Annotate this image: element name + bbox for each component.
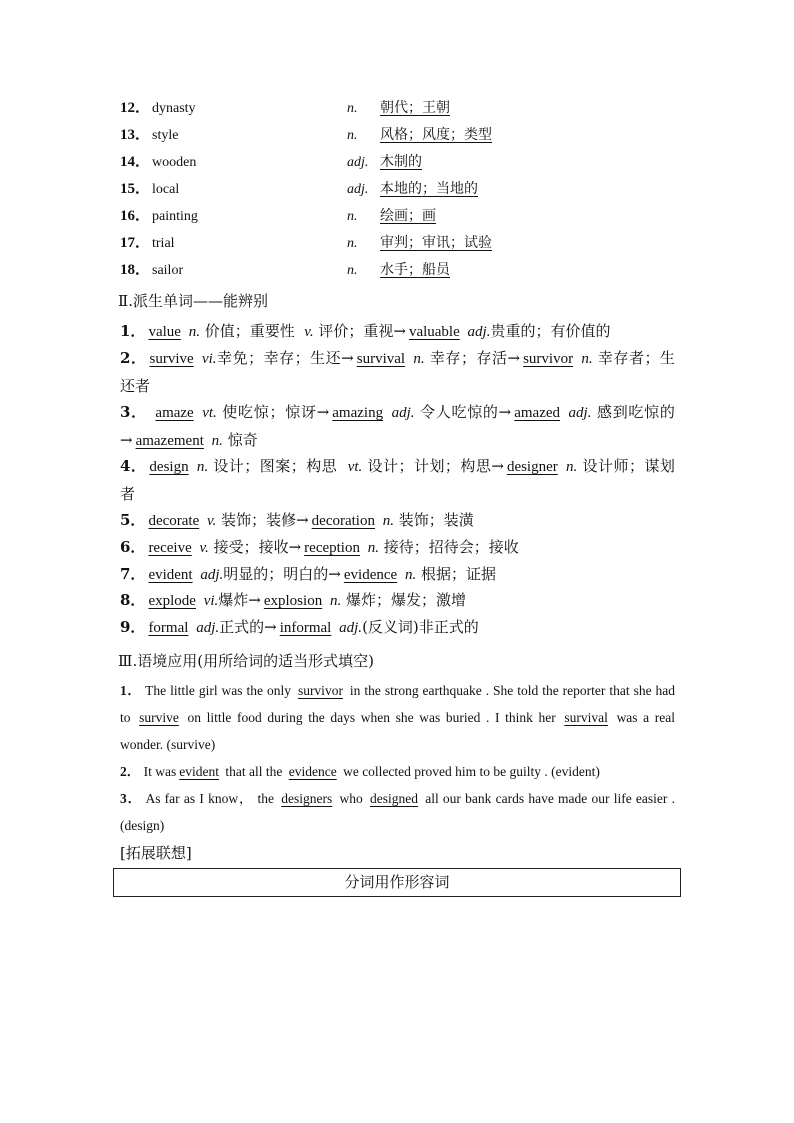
answer-blank: decoration bbox=[311, 513, 375, 529]
answer-blank: evident bbox=[179, 764, 219, 779]
definition: 幸存；存活→ bbox=[429, 349, 521, 367]
vocab-meaning: 朝代；王朝 bbox=[380, 100, 450, 116]
definition: 接受；接收→ bbox=[213, 538, 302, 556]
vocab-word: local bbox=[152, 182, 180, 197]
extension-label: [拓展联想] bbox=[120, 844, 192, 862]
vocab-number: 18． bbox=[120, 262, 151, 278]
definition: 设计；计划；构思→ bbox=[367, 457, 504, 475]
part-of-speech: n. bbox=[367, 540, 380, 556]
vocab-row bbox=[120, 177, 478, 199]
vocab-word: painting bbox=[152, 209, 198, 224]
vocab-row bbox=[120, 96, 450, 118]
vocab-pos: adj. bbox=[347, 155, 369, 170]
part-of-speech: n. bbox=[413, 351, 425, 367]
answer-blank: explode bbox=[148, 593, 196, 609]
item-number: 8． bbox=[120, 591, 146, 609]
item-number: 5． bbox=[120, 511, 146, 529]
vocab-number: 14． bbox=[120, 154, 151, 170]
part-of-speech: n. bbox=[581, 351, 593, 367]
answer-blank: informal bbox=[279, 620, 332, 636]
definition: 设计师；谋划者 bbox=[120, 457, 675, 503]
answer-blank: valuable bbox=[408, 324, 460, 340]
sentence-text: It was bbox=[143, 764, 177, 779]
item-number: 1． bbox=[120, 322, 146, 340]
part-of-speech: n. bbox=[196, 459, 209, 475]
definition: 感到吃惊的→ bbox=[120, 403, 675, 449]
part-of-speech: v. bbox=[304, 324, 314, 340]
definition: 设计；图案；构思 bbox=[213, 457, 338, 475]
answer-blank: survival bbox=[564, 710, 608, 725]
vocab-meaning: 绘画；画 bbox=[380, 208, 436, 224]
vocab-word: trial bbox=[152, 236, 175, 251]
part-of-speech: v. bbox=[207, 513, 217, 529]
definition: 惊奇 bbox=[227, 431, 258, 449]
part-of-speech: adj. bbox=[196, 620, 220, 636]
sentence-text: on little food during the days when she was buried . I think her bbox=[187, 710, 556, 725]
part-of-speech: n. bbox=[329, 593, 342, 609]
vocab-meaning: 水手；船员 bbox=[380, 262, 450, 278]
definition: 装饰；装修→ bbox=[221, 511, 309, 529]
definition: 评价；重视→ bbox=[318, 322, 406, 340]
part-of-speech: vi. bbox=[201, 351, 217, 367]
part-of-speech: v. bbox=[199, 540, 209, 556]
vocab-number: 12． bbox=[120, 100, 151, 116]
definition: 价值；重要性 bbox=[204, 322, 295, 340]
answer-blank: designers bbox=[281, 791, 333, 806]
answer-blank: survivor bbox=[297, 683, 343, 698]
derive-item bbox=[120, 587, 675, 615]
part-of-speech: n. bbox=[566, 459, 578, 475]
item-number: 9． bbox=[120, 618, 146, 636]
part-of-speech: vt. bbox=[347, 459, 363, 475]
answer-blank: survival bbox=[356, 351, 406, 367]
sentence-text: was a real wonder. (survive) bbox=[120, 710, 676, 752]
vocab-number: 15． bbox=[120, 181, 151, 197]
definition: 正式的→ bbox=[219, 618, 277, 636]
boxed-title bbox=[113, 868, 681, 897]
answer-blank: amazing bbox=[332, 405, 384, 421]
answer-blank: evidence bbox=[343, 567, 398, 583]
part-of-speech: adj. bbox=[339, 620, 363, 636]
answer-blank: designed bbox=[369, 791, 418, 806]
answer-blank: survivor bbox=[523, 351, 574, 367]
item-number: 2． bbox=[120, 764, 141, 779]
vocab-meaning: 木制的 bbox=[380, 154, 422, 170]
part-of-speech: adj. bbox=[200, 567, 224, 583]
answer-blank: receive bbox=[148, 540, 192, 556]
vocab-word: sailor bbox=[152, 263, 184, 278]
vocab-meaning: 本地的；当地的 bbox=[380, 181, 478, 197]
vocab-pos: n. bbox=[347, 101, 358, 116]
vocab-pos: n. bbox=[347, 263, 358, 278]
answer-blank: designer bbox=[506, 459, 558, 475]
section-heading-derivatives: Ⅱ.派生单词——能辨别 bbox=[118, 292, 268, 310]
part-of-speech: adj. bbox=[391, 405, 415, 421]
part-of-speech: n. bbox=[188, 324, 200, 340]
derive-item bbox=[120, 345, 675, 400]
part-of-speech: vi. bbox=[203, 593, 219, 609]
vocab-pos: adj. bbox=[347, 182, 369, 197]
vocab-row bbox=[120, 204, 436, 226]
definition: 根据；证据 bbox=[421, 565, 497, 583]
vocab-word: wooden bbox=[152, 155, 197, 170]
answer-blank: explosion bbox=[263, 593, 323, 609]
sentence-text: all our bank cards have made our life easier . (design) bbox=[120, 791, 676, 833]
vocab-row bbox=[120, 258, 450, 280]
vocab-word: style bbox=[152, 128, 179, 143]
definition: 装饰；装潢 bbox=[398, 511, 474, 529]
derive-item bbox=[120, 399, 675, 455]
answer-blank: survive bbox=[139, 710, 179, 725]
answer-blank: evident bbox=[148, 567, 193, 583]
part-of-speech: n. bbox=[382, 513, 395, 529]
derive-item bbox=[120, 614, 675, 642]
item-number: 6． bbox=[120, 538, 146, 556]
definition: 幸免；幸存；生还→ bbox=[216, 349, 354, 367]
part-of-speech: adj. bbox=[568, 405, 592, 421]
section-heading-context: Ⅲ.语境应用(用所给词的适当形式填空) bbox=[118, 652, 374, 670]
vocab-pos: n. bbox=[347, 236, 358, 251]
part-of-speech: adj. bbox=[467, 324, 491, 340]
vocab-pos: n. bbox=[347, 128, 358, 143]
vocab-meaning: 审判；审讯；试验 bbox=[380, 235, 492, 251]
item-number: 1． bbox=[120, 683, 142, 698]
vocab-number: 13． bbox=[120, 127, 151, 143]
answer-blank: value bbox=[148, 324, 181, 340]
context-item bbox=[120, 758, 675, 785]
sentence-text: we collected proved him to be guilty . (evident) bbox=[343, 764, 600, 779]
context-item bbox=[120, 785, 675, 839]
sentence-text: As far as I know， the bbox=[145, 791, 275, 806]
part-of-speech: n. bbox=[211, 433, 223, 449]
vocab-meaning: 风格；风度；类型 bbox=[380, 127, 492, 143]
answer-blank: formal bbox=[148, 620, 189, 636]
item-number: 3． bbox=[120, 791, 142, 806]
answer-blank: evidence bbox=[288, 764, 337, 779]
definition: 使吃惊；惊讶→ bbox=[222, 403, 330, 421]
derive-item bbox=[120, 318, 675, 346]
boxed-title-text: 分词用作形容词 bbox=[344, 873, 450, 891]
context-item bbox=[120, 677, 675, 758]
vocab-pos: n. bbox=[347, 209, 358, 224]
definition: 幸存者；生还者 bbox=[120, 349, 675, 395]
definition: 明显的；明白的→ bbox=[223, 565, 341, 583]
answer-blank: decorate bbox=[148, 513, 200, 529]
definition: 爆炸→ bbox=[218, 591, 261, 609]
item-number: 2． bbox=[120, 349, 147, 367]
item-number: 7． bbox=[120, 565, 146, 583]
definition: (反义词)非正式的 bbox=[362, 618, 479, 636]
vocab-number: 17． bbox=[120, 235, 151, 251]
answer-blank: survive bbox=[149, 351, 194, 367]
sentence-text: who bbox=[339, 791, 363, 806]
sentence-text: in the strong earthquake . She told the reporter that she had to bbox=[120, 683, 676, 725]
answer-blank: design bbox=[149, 459, 189, 475]
definition: 贵重的；有价值的 bbox=[490, 322, 611, 340]
answer-blank: amazement bbox=[135, 433, 204, 449]
derive-item bbox=[120, 453, 675, 508]
derive-item bbox=[120, 507, 675, 535]
derive-item bbox=[120, 561, 675, 589]
vocab-row bbox=[120, 123, 492, 145]
sentence-text: that all the bbox=[225, 764, 283, 779]
definition: 令人吃惊的→ bbox=[420, 403, 512, 421]
answer-blank: amaze bbox=[155, 405, 194, 421]
answer-blank: amazed bbox=[514, 405, 561, 421]
answer-blank: reception bbox=[304, 540, 360, 556]
sentence-text: The little girl was the only bbox=[145, 683, 291, 698]
vocab-number: 16． bbox=[120, 208, 151, 224]
item-number: 3． bbox=[120, 403, 147, 421]
definition: 爆炸；爆发；激增 bbox=[346, 591, 467, 609]
item-number: 4． bbox=[120, 457, 147, 475]
definition: 接待；招待会；接收 bbox=[383, 538, 519, 556]
part-of-speech: n. bbox=[404, 567, 417, 583]
vocab-word: dynasty bbox=[152, 101, 196, 116]
part-of-speech: vt. bbox=[202, 405, 217, 421]
derive-item bbox=[120, 534, 675, 562]
vocab-row bbox=[120, 231, 492, 253]
vocab-row bbox=[120, 150, 422, 172]
